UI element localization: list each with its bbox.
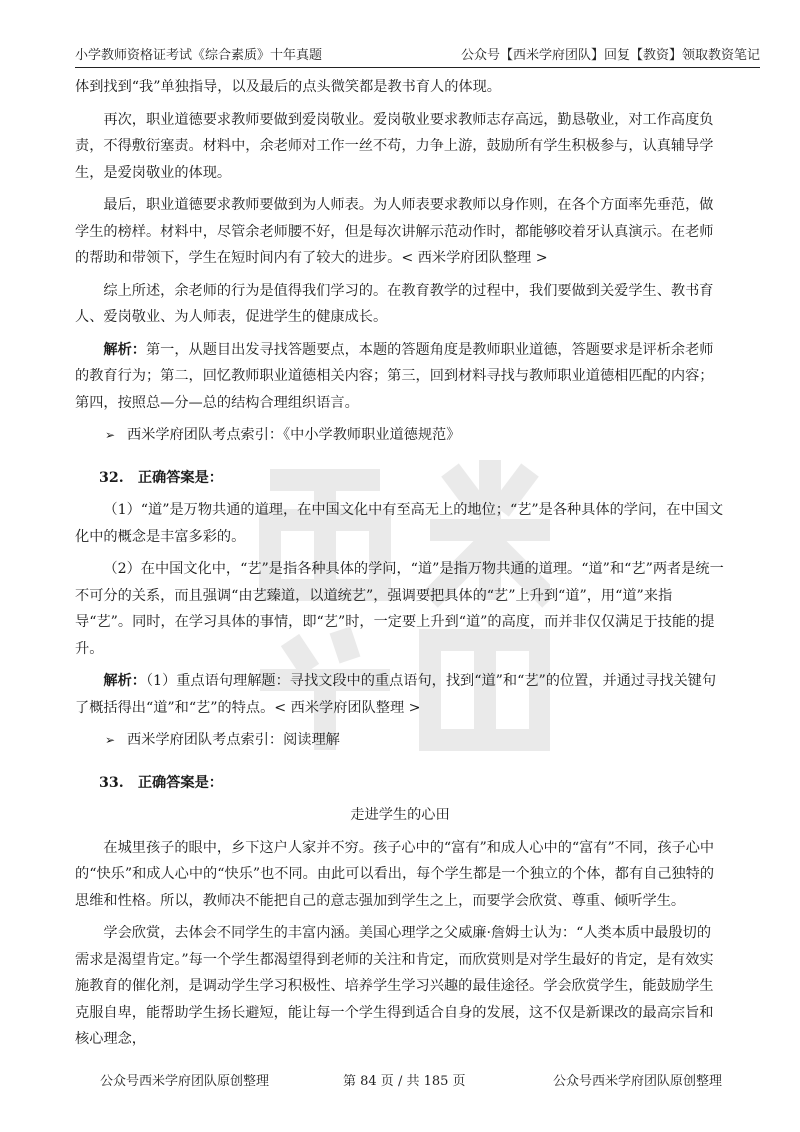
essay-paragraph-2: 学会欣赏，去体会不同学生的丰富内涵。美国心理学之父威廉·詹姆士认为：“人类本质中最殷切的需求是渴望肯定。”每一个学生都渴望得到老师的关注和肯定，而欣赏则是对学生最好的肯定，是有效实施教育的催化剂，是调动学生学习积极性、培养学生学习兴趣的最佳途径。学会欣赏学生，能鼓励学生克服自卑，能帮助学生扬长避短，能让每一个学生得到适合自身的发展，这不仅是新课改的最高宗旨和核心理念， (75, 925, 714, 1047)
answer-32-point-1: （1）“道”是万物共通的道理，在中国文化中有至高无上的地位；“艺”是各种具体的学问，在中国文化中的概念是丰富多彩的。 (75, 502, 724, 545)
analysis-label: 解析： (103, 673, 146, 689)
bullet-arrow-icon: ➢ (105, 428, 116, 442)
analysis-block-31 (75, 337, 725, 417)
question-33-heading: 33. 正确答案是： (99, 774, 223, 791)
page-content (75, 74, 725, 1053)
analysis-block-32 (75, 668, 725, 721)
essay-paragraph-1: 在城里孩子的眼中，乡下这户人家并不穷。孩子心中的“富有”和成人心中的“富有”不同，孩子心中的“快乐”和成人心中的“快乐”也不同。由此可以看出，每个学生都是一个独立的个体，都有自己独特的思维和性格。所以，教师决不能把自己的意志强加到学生之上，而要学会欣赏、尊重、倾听学生。 (75, 839, 715, 909)
bullet-text: 西米学府团队考点索引：《中小学教师职业道德规范》 (127, 427, 461, 443)
analysis-label: 解析： (103, 341, 146, 358)
bullet-text: 西米学府团队考点索引：阅读理解 (127, 732, 340, 748)
answer-32-point-2: （2）在中国文化中，“艺”是指各种具体的学问，“道”是指万物共通的道理。“道”和“艺”两者是统一不可分的关系，而且强调“由艺臻道，以道统艺”，强调要把具体的“艺”上升到“道”，用“道”来指导“艺”。同时，在学习具体的事情，即“艺”时，一定要上升到“道”的高度，而并非仅仅满足于技能的提升。 (75, 561, 724, 657)
paragraph-dedication: 再次，职业道德要求教师要做到爱岗敬业。爱岗敬业要求教师志存高远，勤恳敬业，对工作高度负责，不得敷衍塞责。材料中，余老师对工作一丝不苟，力争上游，鼓励所有学生积极参与，认真辅导学生，是爱岗敬业的体现。 (75, 111, 714, 181)
bullet-item-31 (75, 422, 725, 449)
analysis-text: 第一，从题目出发寻找答题要点，本题的答题角度是教师职业道德，答题要求是评析余老师的教育行为；第二，回忆教师职业道德相关内容；第三，回到材料寻找与教师职业道德相匹配的内容；第四，按照总—分—总的结构合理组织语言。 (75, 341, 714, 411)
header-right: 公众号【西米学府团队】回复【教资】领取教资笔记 (460, 48, 760, 63)
question-32-heading: 32. 正确答案是： (99, 469, 223, 486)
footer-left: 公众号西米学府团队原创整理 (100, 1074, 270, 1089)
paragraph-role-model: 最后，职业道德要求教师要做到为人师表。为人师表要求教师以身作则，在各个方面率先垂范，做学生的榜样。材料中，尽管余老师腰不好，但是每次讲解示范动作时，都能够咬着牙认真演示。在老师的帮助和带领下，学生在短时间内有了较大的进步。< 西米学府团队整理 > (75, 197, 714, 266)
footer-right: 公众号西米学府团队原创整理 (553, 1074, 723, 1089)
page-header (75, 44, 760, 66)
analysis-text: （1）重点语句理解题：寻找文段中的重点语句，找到“道”和“艺”的位置，并通过寻找关键句了概括得出“道”和“艺”的特点。< 西米学府团队整理 > (75, 673, 717, 716)
header-rule (75, 67, 760, 68)
paragraph-continuation: 体到找到“我”单独指导，以及最后的点头微笑都是教书育人的体现。 (75, 79, 501, 95)
page-number: 第 84 页 / 共 185 页 (343, 1074, 466, 1089)
bullet-item-32 (75, 727, 725, 754)
bullet-arrow-icon: ➢ (105, 733, 116, 747)
paragraph-conclusion: 综上所述，余老师的行为是值得我们学习的。在教育教学的过程中，我们要做到关爱学生、教书育人、爱岗敬业、为人师表，促进学生的健康成长。 (75, 282, 714, 325)
essay-title: 走进学生的心田 (350, 807, 450, 823)
header-left: 小学教师资格证考试《综合素质》十年真题 (75, 48, 323, 63)
